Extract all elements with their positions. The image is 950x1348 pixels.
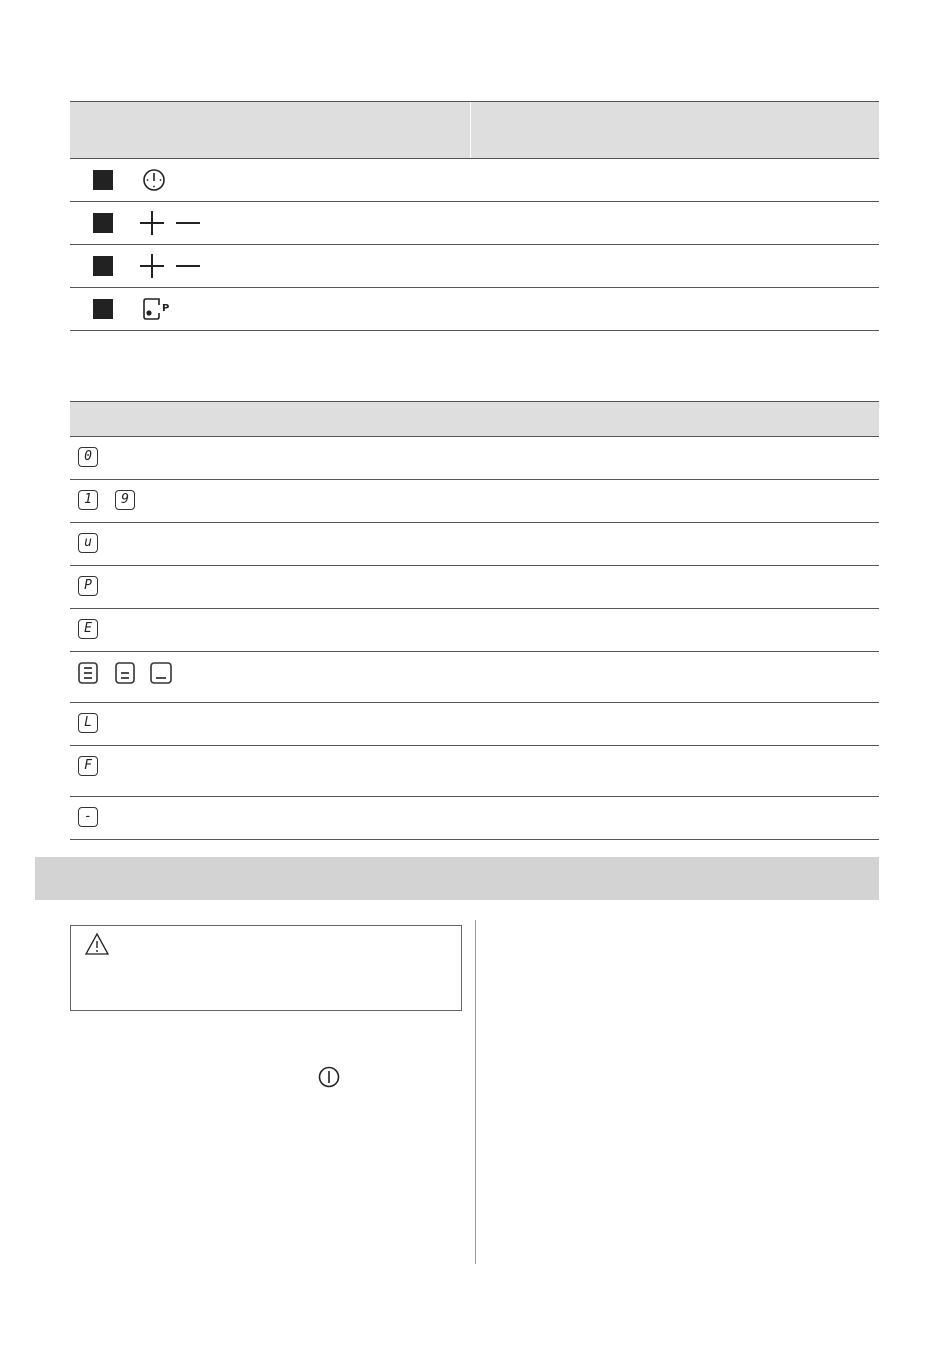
table-row <box>70 703 879 746</box>
display-digit: 1 <box>78 490 98 510</box>
display-digit: P <box>78 576 98 596</box>
display-digit: F <box>78 756 98 776</box>
sensor-number-box <box>93 213 113 233</box>
warning-triangle-icon <box>84 932 110 956</box>
sensor-number-box <box>93 256 113 276</box>
display-digit: 0 <box>78 447 98 467</box>
table-header <box>70 101 879 159</box>
warning-box <box>70 925 462 1011</box>
table-row <box>70 437 879 480</box>
table-row <box>70 609 879 652</box>
minus-icon <box>176 222 200 224</box>
display-digit: L <box>78 713 98 733</box>
pause-p-icon <box>142 296 172 322</box>
two-bars-display-icon <box>115 662 135 684</box>
svg-text:P: P <box>162 303 170 314</box>
table-header <box>70 401 879 437</box>
table-row <box>70 159 879 202</box>
table-row <box>70 566 879 609</box>
power-icon <box>318 1066 340 1088</box>
sensor-number-box <box>93 170 113 190</box>
sensor-number-box <box>93 299 113 319</box>
table-row <box>70 523 879 566</box>
table-row <box>70 480 879 523</box>
power-timer-icon <box>142 168 166 192</box>
display-digit: u <box>78 533 98 553</box>
column-divider <box>475 920 476 1264</box>
display-table <box>70 401 879 840</box>
sensor-field-table <box>70 101 879 331</box>
section-heading-band <box>35 857 879 900</box>
display-digit: E <box>78 619 98 639</box>
display-digit: 9 <box>115 490 135 510</box>
header-divider <box>470 102 471 158</box>
one-bar-display-icon <box>150 662 172 684</box>
minus-icon <box>176 265 200 267</box>
table-row <box>70 288 879 331</box>
three-bars-display-icon <box>78 662 98 684</box>
table-row <box>70 202 879 245</box>
display-digit: - <box>78 807 98 827</box>
table-row <box>70 245 879 288</box>
table-row <box>70 652 879 703</box>
table-row <box>70 746 879 797</box>
table-row <box>70 797 879 840</box>
